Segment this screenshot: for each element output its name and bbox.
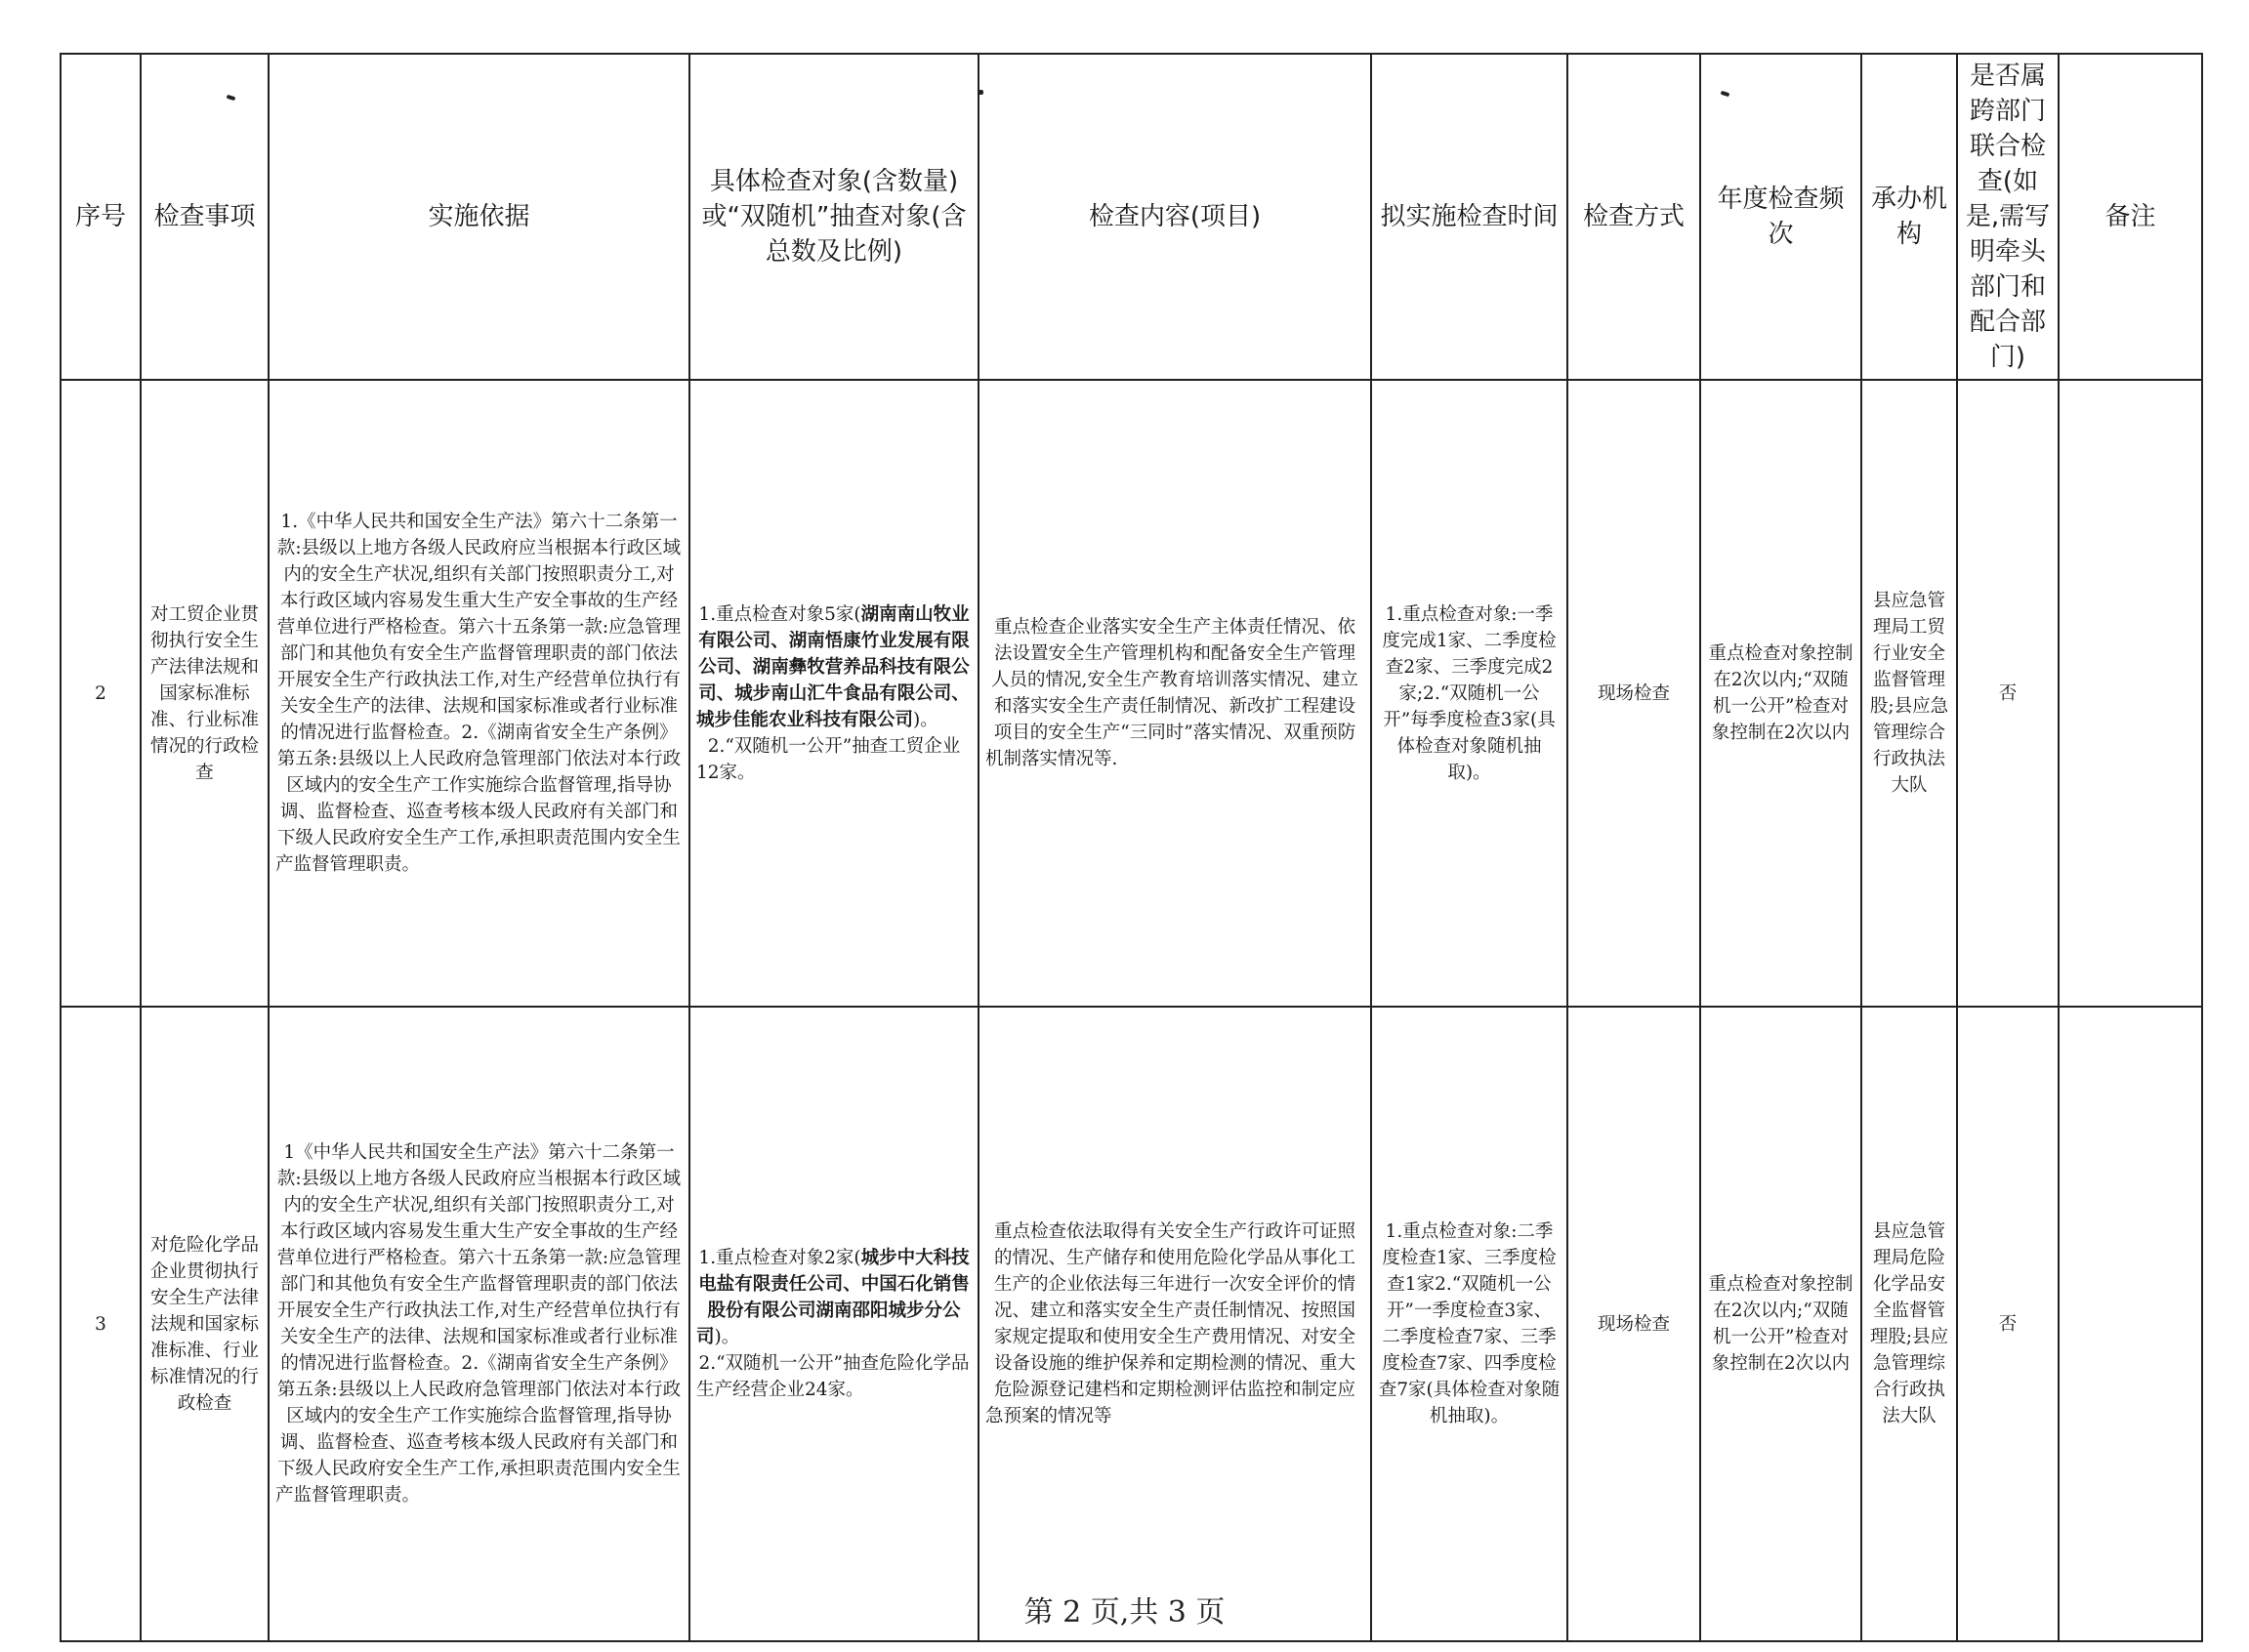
cross-dept-flag: 否 [1957,380,2059,1007]
header-method: 检查方式 [1567,54,1700,380]
header-basis: 实施依据 [269,54,689,380]
inspection-frequency: 重点检查对象控制在2次以内;“双随机一公开”检查对象控制在2次以内 [1700,380,1861,1007]
objects-random-check: 2.“双随机一公开”抽查危险化学品生产经营企业24家。 [696,1353,970,1400]
inspection-item: 对工贸企业贯彻执行安全生产法律法规和国家标准标准、行业标准情况的行政检查 [141,380,269,1007]
inspection-frequency: 重点检查对象控制在2次以内;“双随机一公开”检查对象控制在2次以内 [1700,1007,1861,1641]
objects-key-companies: 湖南南山牧业有限公司、湖南悟康竹业发展有限公司、湖南彝牧营养品科技有限公司、城步南山汇牛食品有限公司、城步佳能农业科技有限公司 [696,603,970,730]
objects-intro: 1.重点检查对象2家( [698,1248,861,1268]
table-row [61,1007,2202,1641]
table-header-row [61,54,2202,380]
objects-intro: 1.重点检查对象5家( [698,603,861,625]
header-objects: 具体检查对象(含数量)或“双随机”抽查对象(含总数及比例) [689,54,979,380]
header-content: 检查内容(项目) [979,54,1371,380]
inspection-content: 重点检查企业落实安全生产主体责任情况、依法设置安全生产管理机构和配备安全生产管理人员的情况,安全生产教育培训落实情况、建立和落实安全生产责任制情况、新改扩工程建设项目的安全生产“三同时”落实情况、双重预防机制落实情况等. [979,380,1371,1007]
header-agency: 承办机构 [1861,54,1957,380]
legal-basis: 1.《中华人民共和国安全生产法》第六十二条第一款:县级以上地方各级人民政府应当根据本行政区域内的安全生产状况,组织有关部门按照职责分工,对本行政区域内容易发生重大生产安全事故的生产经营单位进行严格检查。第六十五条第一款:应急管理部门和其他负有安全生产监督管理职责的部门依法开展安全生产行政执法工作,对生产经营单位执行有关安全生产的法律、法规和国家标准或者行业标准的情况进行监督检查。2.《湖南省安全生产条例》第五条:县级以上人民政府急管理部门依法对本行政区域内的安全生产工作实施综合监督管理,指导协调、监督检查、巡查考核本级人民政府有关部门和下级人民政府安全生产工作,承担职责范围内安全生产监督管理职责。 [269,380,689,1007]
remarks-cell [2059,1007,2202,1641]
objects-close: )。 [913,709,938,730]
handling-agency: 县应急管理局危险化学品安全监督管理股;县应急管理综合行政执法大队 [1861,1007,1957,1641]
legal-basis: 1《中华人民共和国安全生产法》第六十二条第一款:县级以上地方各级人民政府应当根据本行政区域内的安全生产状况,组织有关部门按照职责分工,对本行政区域内容易发生重大生产安全事故的生产经营单位进行严格检查。第六十五条第一款:应急管理部门和其他负有安全生产监督管理职责的部门依法开展安全生产行政执法工作,对生产经营单位执行有关安全生产的法律、法规和国家标准或者行业标准的情况进行监督检查。2.《湖南省安全生产条例》第五条:县级以上人民政府急管理部门依法对本行政区域内的安全生产工作实施综合监督管理,指导协调、监督检查、巡查考核本级人民政府有关部门和下级人民政府安全生产工作,承担职责范围内安全生产监督管理职责。 [269,1007,689,1641]
inspection-time: 1.重点检查对象:二季度检查1家、三季度检查1家2.“双随机一公开”一季度检查3家、二季度检查7家、三季度检查7家、四季度检查7家(具体检查对象随机抽取)。 [1371,1007,1567,1641]
header-time: 拟实施检查时间 [1371,54,1567,380]
header-frequency: 年度检查频次 [1700,54,1861,380]
objects-close: )。 [714,1327,740,1347]
inspection-objects [689,380,979,1007]
objects-key-companies: 城步中大科技电盐有限责任公司、中国石化销售股份有限公司湖南邵阳城步分公司 [696,1248,970,1347]
inspection-content: 重点检查依法取得有关安全生产行政许可证照的情况、生产储存和使用危险化学品从事化工生产的企业依法每三年进行一次安全评价的情况、建立和落实安全生产责任制情况、按照国家规定提取和使用安全生产费用情况、对安全设备设施的维护保养和定期检测的情况、重大危险源登记建档和定期检测评估监控和制定应急预案的情况等 [979,1007,1371,1641]
objects-random-check: 2.“双随机一公开”抽查工贸企业12家。 [696,735,961,783]
inspection-method: 现场检查 [1567,380,1700,1007]
page-number-footer: 第 2 页,共 3 页 [1023,1595,1226,1630]
inspection-method: 现场检查 [1567,1007,1700,1641]
table-row [61,380,2202,1007]
header-cross-dept: 是否属跨部门联合检查(如是,需写明牵头部门和配合部门) [1957,54,2059,380]
inspection-objects [689,1007,979,1641]
header-no: 序号 [61,54,141,380]
inspection-plan-table [60,53,2203,1642]
cross-dept-flag: 否 [1957,1007,2059,1641]
row-number: 2 [61,380,141,1007]
remarks-cell [2059,380,2202,1007]
header-item: 检查事项 [141,54,269,380]
handling-agency: 县应急管理局工贸行业安全监督管理股;县应急管理综合行政执法大队 [1861,380,1957,1007]
inspection-time: 1.重点检查对象:一季度完成1家、二季度检查2家、三季度完成2家;2.“双随机一公开”每季度检查3家(具体检查对象随机抽取)。 [1371,380,1567,1007]
header-remarks: 备注 [2059,54,2202,380]
row-number: 3 [61,1007,141,1641]
inspection-item: 对危险化学品企业贯彻执行安全生产法律法规和国家标准标准、行业标准情况的行政检查 [141,1007,269,1641]
